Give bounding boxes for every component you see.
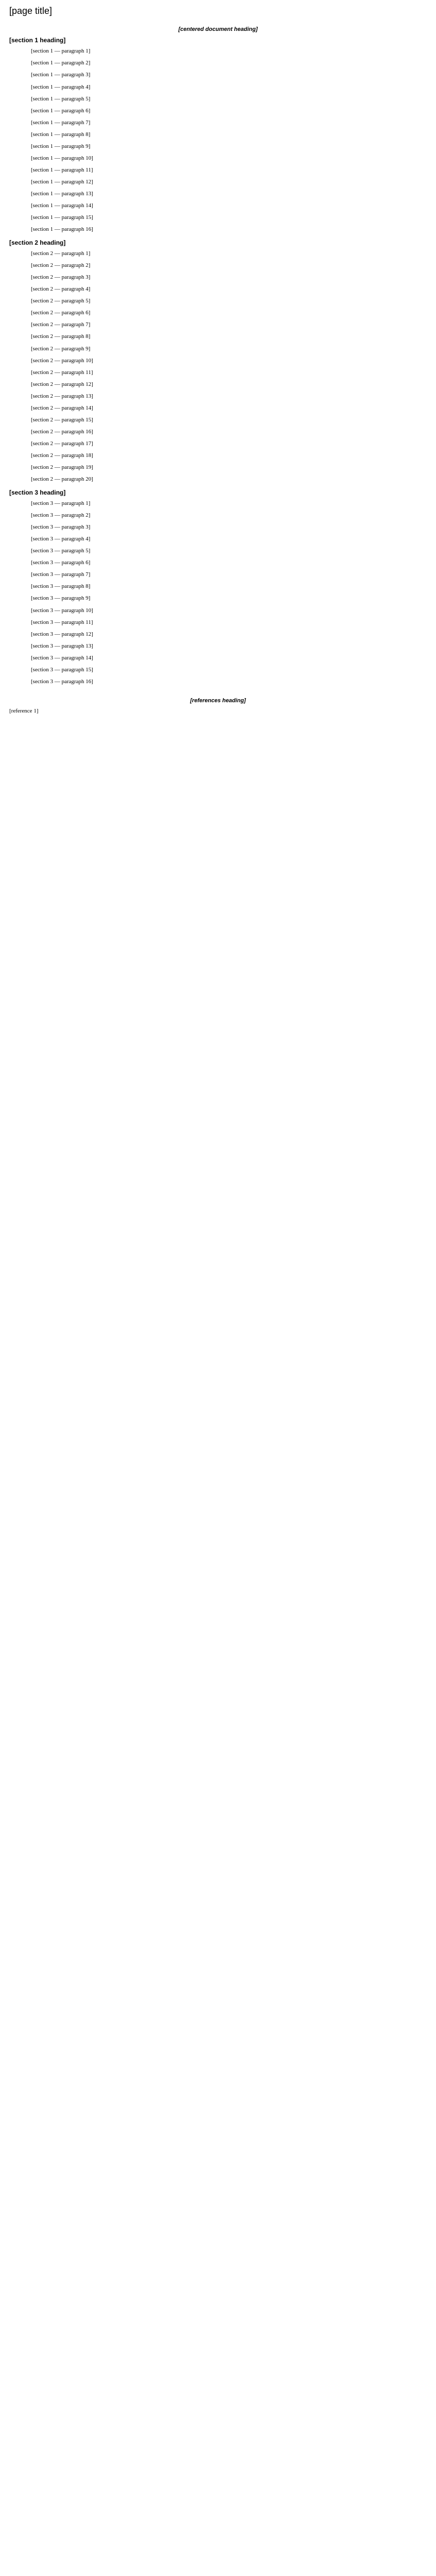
references-heading: [references heading] (190, 697, 246, 704)
paragraph: [section 3 — paragraph 12] (31, 631, 93, 637)
paragraph: [section 2 — paragraph 7] (31, 321, 91, 328)
paragraph: [section 1 — paragraph 14] (31, 202, 93, 209)
paragraph: [section 3 — paragraph 11] (31, 619, 93, 625)
paragraph: [section 2 — paragraph 1] (31, 250, 91, 257)
paragraph: [section 2 — paragraph 19] (31, 464, 93, 470)
document-body (9, 37, 427, 686)
paragraph: [section 2 — paragraph 17] (31, 440, 93, 447)
paragraph: [section 2 — paragraph 10] (31, 357, 93, 364)
paragraph: [section 3 — paragraph 16] (31, 678, 93, 685)
paragraph: [section 1 — paragraph 13] (31, 190, 93, 197)
paragraph: [section 2 — paragraph 3] (31, 274, 91, 281)
paragraph: [section 1 — paragraph 3] (31, 72, 91, 78)
paragraph: [section 2 — paragraph 5] (31, 298, 91, 304)
paragraph: [section 2 — paragraph 11] (31, 369, 93, 376)
section-heading: [section 3 heading] (9, 489, 66, 497)
paragraph: [section 3 — paragraph 13] (31, 642, 93, 649)
reference-list (9, 707, 427, 716)
paragraph: [section 3 — paragraph 3] (31, 524, 91, 531)
paragraph: [section 1 — paragraph 16] (31, 226, 93, 233)
document-heading: [centered document heading] (178, 26, 258, 33)
paragraph: [section 3 — paragraph 8] (31, 583, 91, 590)
paragraph: [section 1 — paragraph 1] (31, 48, 91, 55)
paragraph: [section 2 — paragraph 15] (31, 416, 93, 423)
paragraph: [section 2 — paragraph 4] (31, 286, 91, 293)
paragraph: [section 3 — paragraph 9] (31, 595, 91, 602)
references-block (9, 698, 427, 716)
paragraph: [section 1 — paragraph 11] (31, 166, 93, 173)
paragraph: [section 3 — paragraph 1] (31, 500, 91, 507)
paragraph: [section 3 — paragraph 4] (31, 536, 91, 543)
paragraph: [section 3 — paragraph 5] (31, 548, 91, 554)
paragraph: [section 3 — paragraph 15] (31, 666, 93, 673)
paragraph: [section 2 — paragraph 14] (31, 404, 93, 411)
section-heading: [section 2 heading] (9, 239, 66, 247)
document-section (9, 37, 427, 234)
section-heading: [section 1 heading] (9, 37, 66, 44)
paragraph: [section 2 — paragraph 6] (31, 310, 91, 316)
paragraph: [section 2 — paragraph 12] (31, 381, 93, 387)
paragraph: [section 3 — paragraph 7] (31, 571, 91, 578)
paragraph: [section 1 — paragraph 5] (31, 95, 91, 102)
paragraph: [section 1 — paragraph 6] (31, 107, 91, 114)
paragraph: [section 2 — paragraph 16] (31, 428, 93, 435)
page-title: [page title] (9, 6, 53, 16)
paragraph: [section 1 — paragraph 15] (31, 214, 93, 221)
paragraph: [section 1 — paragraph 7] (31, 119, 91, 126)
paragraph: [section 1 — paragraph 10] (31, 155, 93, 161)
paragraph: [section 1 — paragraph 12] (31, 178, 93, 185)
paragraph: [section 1 — paragraph 4] (31, 83, 91, 90)
paragraph: [section 2 — paragraph 8] (31, 333, 91, 340)
paragraph: [section 3 — paragraph 10] (31, 607, 93, 614)
paragraph: [section 2 — paragraph 18] (31, 452, 93, 459)
paragraph: [section 3 — paragraph 6] (31, 560, 91, 566)
document-section (9, 489, 427, 686)
paragraph: [section 1 — paragraph 9] (31, 143, 91, 149)
paragraph: [section 3 — paragraph 14] (31, 654, 93, 661)
paragraph: [section 2 — paragraph 2] (31, 262, 91, 269)
paragraph: [section 2 — paragraph 13] (31, 393, 93, 399)
paragraph: [section 1 — paragraph 8] (31, 131, 91, 138)
paragraph: [section 3 — paragraph 2] (31, 512, 91, 519)
document-section (9, 239, 427, 484)
paragraph: [section 2 — paragraph 20] (31, 476, 93, 483)
paragraph: [section 2 — paragraph 9] (31, 345, 91, 352)
reference-item: [reference 1] (9, 707, 39, 714)
paragraph: [section 1 — paragraph 2] (31, 60, 91, 66)
